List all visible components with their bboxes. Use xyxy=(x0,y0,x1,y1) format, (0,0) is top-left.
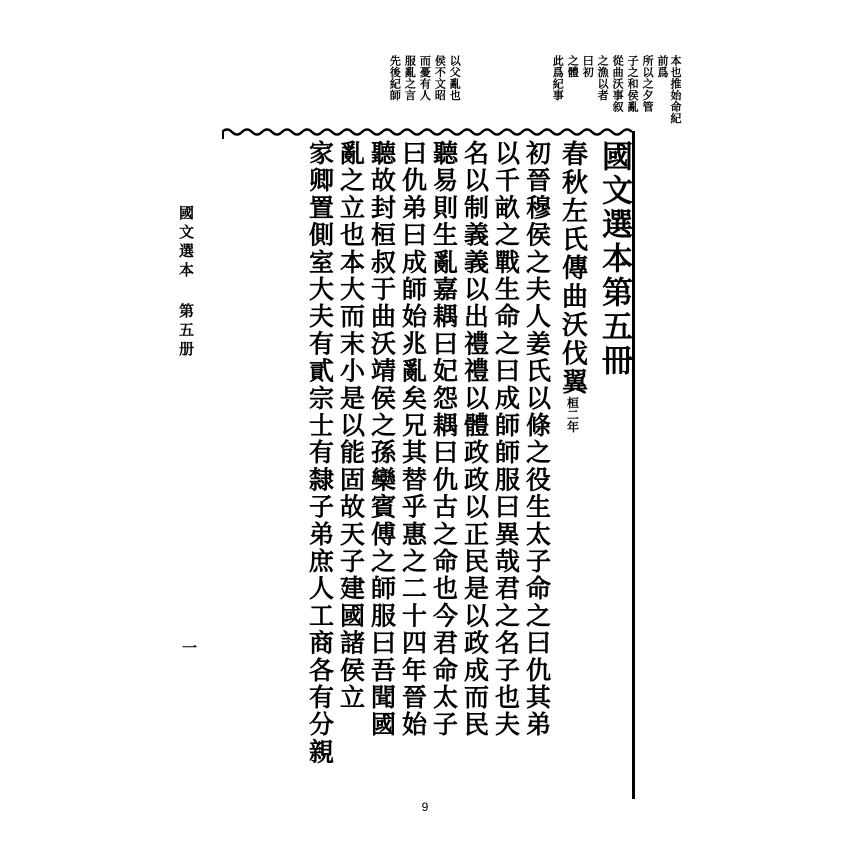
annotation-line: 所以之夕管 xyxy=(641,55,655,113)
annotation-line: 本也推始命紀前爲 xyxy=(656,55,682,124)
frame-rule-left xyxy=(222,131,224,139)
section-heading-text: 春秋左氏傳曲沃伐翼 xyxy=(557,140,588,397)
annotation-line: 曰初 xyxy=(581,55,595,78)
annotation-group-2 xyxy=(549,55,682,127)
annotation-line: 先後紀師 xyxy=(388,55,402,101)
annotation-line: 服亂之言 xyxy=(403,55,417,101)
annotation-line: 侯不文昭 xyxy=(433,55,447,101)
annotation-line: 此爲紀事 xyxy=(551,55,565,101)
annotation-group-1 xyxy=(386,55,461,127)
annotation-line: 從曲沃事叙 xyxy=(611,55,625,113)
annotation-line: 之體 xyxy=(566,55,580,78)
folio-number-cn: 一 xyxy=(180,640,198,655)
frame-rule-right xyxy=(632,131,635,799)
vertical-text-block xyxy=(205,140,630,800)
section-heading xyxy=(558,140,586,570)
body-column: 曰仇弟曰成師始兆亂矣兄其替乎惠之二十四年晉始 xyxy=(398,140,428,739)
page-title: 國文選本第五冊 xyxy=(596,140,632,378)
section-heading-note: 桓二年 xyxy=(565,396,580,433)
annotation-line: 子之和侯亂 xyxy=(626,55,640,113)
body-column: 聽故封桓叔于曲沃靖侯之孫欒賓傅之師服曰吾聞國 xyxy=(367,140,397,739)
annotation-line: 而憂有人 xyxy=(418,55,432,101)
annotation-line: 之漁以者 xyxy=(596,55,610,101)
marginal-annotations xyxy=(0,55,850,130)
body-column: 以千畝之戰生命之曰成師師服曰異哉君之名子也夫 xyxy=(491,140,521,739)
body-column: 聽易則生亂嘉耦曰妃怨耦曰仇古之命也今君命太子 xyxy=(429,140,459,739)
annotation-line: 以父亂也 xyxy=(448,55,462,101)
running-head xyxy=(176,205,197,360)
body-column: 名以制義義以出禮禮以體政政以正民是以政成而民 xyxy=(460,140,490,739)
body-column: 家卿置側室大夫有貳宗士有隸子弟庶人工商各有分親 xyxy=(305,140,335,766)
wavy-divider xyxy=(222,126,634,136)
body-column: 初晉穆侯之夫人姜氏以條之役生太子命之曰仇其弟 xyxy=(522,140,552,739)
body-column: 亂之立也本大而末小是以能固故天子建國諸侯立 xyxy=(336,140,366,712)
page-number: 9 xyxy=(421,800,429,814)
running-head-volume: 第五册 xyxy=(177,303,195,360)
running-head-title: 國文選本 xyxy=(177,205,195,281)
